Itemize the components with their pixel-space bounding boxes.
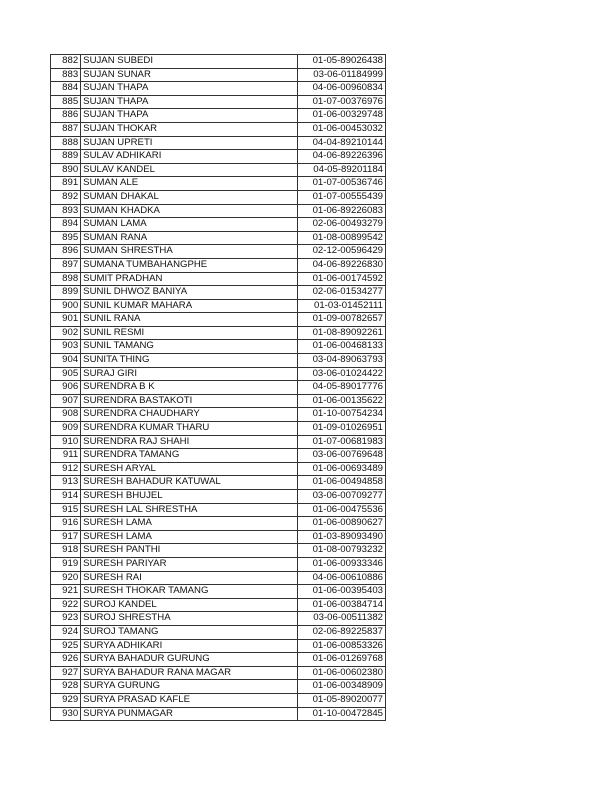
serial-number-cell: 909 [51,422,81,436]
id-number-cell: 01-06-00348909 [298,680,386,694]
table-row [51,313,386,327]
table-row [51,490,386,504]
serial-number-cell: 883 [51,68,81,82]
id-number-cell: 02-06-89225837 [298,625,386,639]
serial-number-cell: 884 [51,82,81,96]
id-number-cell: 03-06-00511382 [298,612,386,626]
name-cell: SUMAN ALE [81,177,298,191]
table-row [51,109,386,123]
name-cell: SURENDRA TAMANG [81,449,298,463]
table-row [51,299,386,313]
table-row [51,422,386,436]
id-number-cell: 04-06-89226396 [298,150,386,164]
serial-number-cell: 919 [51,557,81,571]
serial-number-cell: 904 [51,354,81,368]
name-cell: SUROJ KANDEL [81,598,298,612]
serial-number-cell: 894 [51,218,81,232]
id-number-cell: 01-03-01452111 [298,299,386,313]
id-number-cell: 01-06-89226083 [298,204,386,218]
serial-number-cell: 914 [51,490,81,504]
id-number-cell: 01-06-00453032 [298,122,386,136]
name-cell: SUMIT PRADHAN [81,272,298,286]
name-cell: SUNIL TAMANG [81,340,298,354]
table-row [51,136,386,150]
name-cell: SURESH LAMA [81,530,298,544]
serial-number-cell: 926 [51,653,81,667]
table-row [51,639,386,653]
name-cell: SUROJ TAMANG [81,625,298,639]
name-cell: SUJAN SUNAR [81,68,298,82]
serial-number-cell: 915 [51,503,81,517]
id-number-cell: 01-10-00754234 [298,408,386,422]
serial-number-cell: 907 [51,394,81,408]
table-row [51,231,386,245]
serial-number-cell: 882 [51,55,81,69]
name-cell: SUJAN UPRETI [81,136,298,150]
serial-number-cell: 899 [51,286,81,300]
id-number-cell: 01-06-01269768 [298,653,386,667]
records-table [50,54,386,721]
table-row [51,462,386,476]
id-number-cell: 01-07-00376976 [298,95,386,109]
name-cell: SUMAN DHAKAL [81,190,298,204]
name-cell: SURESH BAHADUR KATUWAL [81,476,298,490]
serial-number-cell: 910 [51,435,81,449]
name-cell: SUNIL RESMI [81,326,298,340]
serial-number-cell: 893 [51,204,81,218]
serial-number-cell: 929 [51,693,81,707]
name-cell: SURYA PRASAD KAFLE [81,693,298,707]
id-number-cell: 01-06-00395403 [298,585,386,599]
name-cell: SUNIL RANA [81,313,298,327]
id-number-cell: 01-10-00472845 [298,707,386,721]
id-number-cell: 01-06-00853326 [298,639,386,653]
serial-number-cell: 896 [51,245,81,259]
id-number-cell: 03-06-00709277 [298,490,386,504]
name-cell: SUJAN THOKAR [81,122,298,136]
table-row [51,557,386,571]
name-cell: SURYA BAHADUR GURUNG [81,653,298,667]
table-row [51,272,386,286]
table-row [51,544,386,558]
name-cell: SURESH PANTHI [81,544,298,558]
id-number-cell: 01-06-00384714 [298,598,386,612]
id-number-cell: 01-08-00899542 [298,231,386,245]
id-number-cell: 02-12-00596429 [298,245,386,259]
id-number-cell: 03-06-00769648 [298,449,386,463]
table-row [51,693,386,707]
serial-number-cell: 891 [51,177,81,191]
name-cell: SUJAN THAPA [81,109,298,123]
id-number-cell: 01-07-00555439 [298,190,386,204]
table-row [51,381,386,395]
serial-number-cell: 921 [51,585,81,599]
table-row [51,707,386,721]
id-number-cell: 01-07-00681983 [298,435,386,449]
table-row [51,163,386,177]
name-cell: SUNIL DHWOZ BANIYA [81,286,298,300]
table-row [51,503,386,517]
id-number-cell: 04-06-00960834 [298,82,386,96]
id-number-cell: 01-06-00475536 [298,503,386,517]
serial-number-cell: 890 [51,163,81,177]
table-row [51,150,386,164]
name-cell: SUNIL KUMAR MAHARA [81,299,298,313]
serial-number-cell: 911 [51,449,81,463]
table-row [51,666,386,680]
id-number-cell: 03-06-01024422 [298,367,386,381]
table-row [51,245,386,259]
name-cell: SURYA GURUNG [81,680,298,694]
table-row [51,218,386,232]
id-number-cell: 01-06-00329748 [298,109,386,123]
table-row [51,530,386,544]
name-cell: SULAV KANDEL [81,163,298,177]
serial-number-cell: 897 [51,258,81,272]
id-number-cell: 02-06-01534277 [298,286,386,300]
id-number-cell: 01-09-01026951 [298,422,386,436]
serial-number-cell: 917 [51,530,81,544]
name-cell: SUROJ SHRESTHA [81,612,298,626]
table-row [51,653,386,667]
name-cell: SURESH RAI [81,571,298,585]
table-row [51,598,386,612]
table-row [51,95,386,109]
id-number-cell: 02-06-00493279 [298,218,386,232]
table-row [51,190,386,204]
table-row [51,435,386,449]
id-number-cell: 03-06-01184999 [298,68,386,82]
serial-number-cell: 923 [51,612,81,626]
name-cell: SURESH PARIYAR [81,557,298,571]
id-number-cell: 04-04-89210144 [298,136,386,150]
table-row [51,449,386,463]
id-number-cell: 01-09-00782657 [298,313,386,327]
name-cell: SURAJ GIRI [81,367,298,381]
id-number-cell: 01-07-00536746 [298,177,386,191]
table-row [51,408,386,422]
name-cell: SURENDRA B K [81,381,298,395]
name-cell: SUMANA TUMBAHANGPHE [81,258,298,272]
records-table-body [51,55,386,721]
serial-number-cell: 925 [51,639,81,653]
id-number-cell: 04-05-89201184 [298,163,386,177]
name-cell: SUNITA THING [81,354,298,368]
name-cell: SUMAN KHADKA [81,204,298,218]
id-number-cell: 01-08-00793232 [298,544,386,558]
id-number-cell: 01-03-89093490 [298,530,386,544]
name-cell: SURESH LAMA [81,517,298,531]
serial-number-cell: 922 [51,598,81,612]
table-row [51,82,386,96]
serial-number-cell: 887 [51,122,81,136]
name-cell: SURESH BHUJEL [81,490,298,504]
serial-number-cell: 918 [51,544,81,558]
serial-number-cell: 930 [51,707,81,721]
serial-number-cell: 895 [51,231,81,245]
name-cell: SULAV ADHIKARI [81,150,298,164]
table-row [51,122,386,136]
name-cell: SURESH LAL SHRESTHA [81,503,298,517]
serial-number-cell: 920 [51,571,81,585]
name-cell: SUJAN SUBEDI [81,55,298,69]
name-cell: SURYA BAHADUR RANA MAGAR [81,666,298,680]
table-row [51,204,386,218]
table-row [51,354,386,368]
id-number-cell: 01-06-00174592 [298,272,386,286]
id-number-cell: 01-06-00933346 [298,557,386,571]
id-number-cell: 01-06-00693489 [298,462,386,476]
id-number-cell: 01-06-00135622 [298,394,386,408]
table-row [51,68,386,82]
name-cell: SURESH THOKAR TAMANG [81,585,298,599]
id-number-cell: 01-06-00890627 [298,517,386,531]
name-cell: SURENDRA KUMAR THARU [81,422,298,436]
name-cell: SURYA ADHIKARI [81,639,298,653]
id-number-cell: 03-04-89063793 [298,354,386,368]
serial-number-cell: 902 [51,326,81,340]
table-row [51,177,386,191]
name-cell: SUJAN THAPA [81,95,298,109]
id-number-cell: 04-06-89226830 [298,258,386,272]
serial-number-cell: 898 [51,272,81,286]
name-cell: SUJAN THAPA [81,82,298,96]
serial-number-cell: 912 [51,462,81,476]
id-number-cell: 04-06-00610886 [298,571,386,585]
name-cell: SUMAN SHRESTHA [81,245,298,259]
id-number-cell: 01-05-89020077 [298,693,386,707]
table-row [51,585,386,599]
id-number-cell: 01-06-00602380 [298,666,386,680]
id-number-cell: 01-06-00468133 [298,340,386,354]
table-row [51,367,386,381]
serial-number-cell: 906 [51,381,81,395]
serial-number-cell: 888 [51,136,81,150]
name-cell: SURENDRA CHAUDHARY [81,408,298,422]
serial-number-cell: 916 [51,517,81,531]
name-cell: SURENDRA RAJ SHAHI [81,435,298,449]
table-row [51,340,386,354]
serial-number-cell: 889 [51,150,81,164]
name-cell: SURESH ARYAL [81,462,298,476]
serial-number-cell: 928 [51,680,81,694]
name-cell: SUMAN RANA [81,231,298,245]
serial-number-cell: 886 [51,109,81,123]
table-row [51,517,386,531]
table-row [51,394,386,408]
id-number-cell: 01-08-89092261 [298,326,386,340]
table-row [51,612,386,626]
serial-number-cell: 900 [51,299,81,313]
serial-number-cell: 913 [51,476,81,490]
serial-number-cell: 903 [51,340,81,354]
name-cell: SURENDRA BASTAKOTI [81,394,298,408]
table-row [51,258,386,272]
serial-number-cell: 908 [51,408,81,422]
name-cell: SUMAN LAMA [81,218,298,232]
table-row [51,476,386,490]
serial-number-cell: 927 [51,666,81,680]
serial-number-cell: 924 [51,625,81,639]
table-row [51,680,386,694]
table-row [51,326,386,340]
name-cell: SURYA PUNMAGAR [81,707,298,721]
table-row [51,286,386,300]
id-number-cell: 01-06-00494858 [298,476,386,490]
table-row [51,625,386,639]
serial-number-cell: 892 [51,190,81,204]
table-row [51,571,386,585]
serial-number-cell: 905 [51,367,81,381]
serial-number-cell: 901 [51,313,81,327]
serial-number-cell: 885 [51,95,81,109]
id-number-cell: 04-05-89017776 [298,381,386,395]
table-row [51,55,386,69]
id-number-cell: 01-05-89026438 [298,55,386,69]
